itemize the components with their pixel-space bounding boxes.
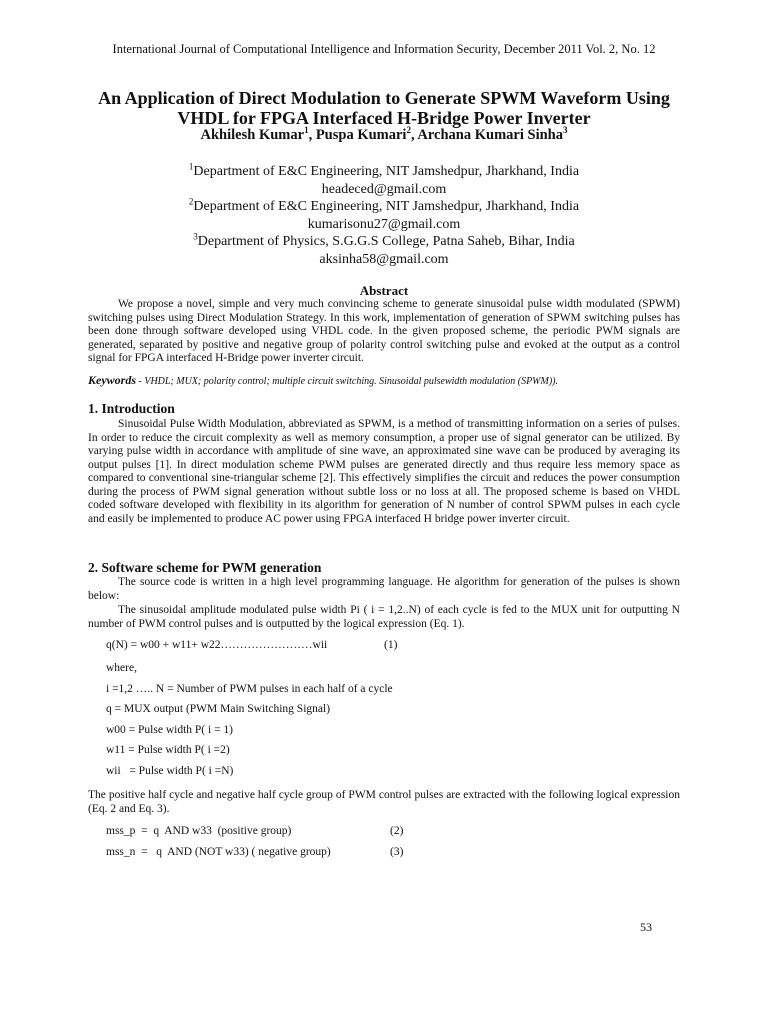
author-name: Akhilesh Kumar bbox=[200, 127, 305, 143]
section-heading-introduction: 1. Introduction bbox=[88, 401, 175, 416]
journal-header: International Journal of Computational Intelligence and Information Security, December 2011 Vol. 2, No. 12 bbox=[112, 42, 656, 56]
affiliation-email: headeced@gmail.com bbox=[321, 181, 447, 197]
introduction-body: Sinusoidal Pulse Width Modulation, abbreviated as SPWM, is a method of transmitting information on a series of pulses. In order to reduce the circuit complexity as well as memory consumption, a proper use of signal generator can be utilized. By varying pulse width in accordance with amplitude of sine wave, an approximated sine wave can be produced by averaging its output pulses [1]. In direct modulation scheme PWM pulses are generated directly and thus require less memory space as compared to conventional sine-triangular scheme [2]. This effectively simplifies the circuit and reduces the power consumption during the process of PWM signal generation without subtle loss or no loss at all. The proposed scheme is based on VHDL coded software developed with flexibility in its algorithm for generation of N number of control SPWM pulses in each cycle and easily be implemented to produce AC power using FPGA interfaced H bridge power inverter circuit. bbox=[88, 418, 680, 525]
equation-2: mss_p = q AND w33 (positive group) bbox=[106, 825, 292, 837]
equation-3-number: (3) bbox=[390, 846, 404, 858]
affiliation-email: aksinha58@gmail.com bbox=[319, 251, 449, 267]
keywords-line bbox=[88, 373, 688, 388]
author-affiliation-mark: 3 bbox=[562, 125, 568, 136]
author-name: Puspa Kumari bbox=[315, 127, 407, 143]
keywords-label: Keywords bbox=[88, 373, 136, 387]
author-separator: , bbox=[308, 127, 316, 143]
department-text: Department of E&C Engineering, NIT Jamshedpur, Jharkhand, India bbox=[193, 164, 580, 179]
affiliation-mark: 3 bbox=[193, 231, 198, 242]
page-number: 53 bbox=[640, 920, 652, 934]
definition-line: w00 = Pulse width P( i = 1) bbox=[106, 724, 234, 736]
equation-1: q(N) = w00 + w11+ w22……………………wii bbox=[106, 639, 328, 651]
author-affiliation-mark: 1 bbox=[304, 125, 309, 136]
department-text: Department of Physics, S.G.G.S College, Patna Saheb, Bihar, India bbox=[197, 234, 575, 249]
author-name: Archana Kumari Sinha bbox=[417, 127, 563, 143]
title-line-2: VHDL for FPGA Interfaced H-Bridge Power Inverter bbox=[177, 108, 591, 128]
software-scheme-para-1: The source code is written in a high level programming language. He algorithm for generation of the pulses is shown below: bbox=[88, 576, 680, 602]
equation-3: mss_n = q AND (NOT w33) ( negative group) bbox=[106, 846, 331, 858]
department-text: Department of E&C Engineering, NIT Jamshedpur, Jharkhand, India bbox=[193, 199, 580, 214]
definition-line: i =1,2 ….. N = Number of PWM pulses in each half of a cycle bbox=[106, 683, 393, 695]
definition-line: wii = Pulse width P( i =N) bbox=[106, 765, 234, 777]
affiliation-mark: 2 bbox=[188, 196, 194, 207]
affiliation-list bbox=[60, 163, 708, 268]
author-separator: , bbox=[410, 127, 418, 143]
affiliation-mark: 1 bbox=[188, 161, 194, 172]
affiliation-department bbox=[60, 198, 708, 216]
keywords-text: - VHDL; MUX; polarity control; multiple circuit switching. Sinusoidal pulsewidth modulation (SPWM)). bbox=[136, 376, 558, 387]
author-list bbox=[60, 127, 708, 144]
paper-title bbox=[60, 88, 708, 128]
software-scheme-para-2: The sinusoidal amplitude modulated pulse width Pi ( i = 1,2..N) of each cycle is fed to the MUX unit for outputting N number of PWM control pulses and is outputted by the logical expression (Eq. 1). bbox=[88, 604, 680, 630]
software-scheme-para-3: The positive half cycle and negative half cycle group of PWM control pulses are extracted with the following logical expression (Eq. 2 and Eq. 3). bbox=[88, 789, 680, 815]
abstract-body: We propose a novel, simple and very much convincing scheme to generate sinusoidal pulse width modulated (SPWM) switching pulses using Direct Modulation Strategy. In this work, implementation of generation of SPWM switching pulses has been done through software developed using VHDL code. In the given proposed scheme, the periodic PWM signals are generated, separated by positive and negative group of polarity control switching pulse and evoked at the output as a control signal for FPGA interfaced H-Bridge power inverter circuit. bbox=[88, 298, 680, 364]
affiliation-department bbox=[60, 163, 708, 181]
affiliation-email: kumarisonu27@gmail.com bbox=[307, 216, 461, 232]
definition-line: w11 = Pulse width P( i =2) bbox=[106, 744, 230, 756]
equation-2-number: (2) bbox=[390, 825, 404, 837]
author-affiliation-mark: 2 bbox=[406, 125, 411, 136]
title-line-1: An Application of Direct Modulation to Generate SPWM Waveform Using bbox=[98, 88, 670, 108]
section-heading-software-scheme: 2. Software scheme for PWM generation bbox=[88, 560, 322, 575]
where-label: where, bbox=[106, 662, 137, 674]
definition-line: q = MUX output (PWM Main Switching Signal) bbox=[106, 703, 331, 715]
abstract-heading: Abstract bbox=[359, 283, 409, 298]
affiliation-department bbox=[60, 233, 708, 251]
equation-1-number: (1) bbox=[384, 639, 398, 651]
